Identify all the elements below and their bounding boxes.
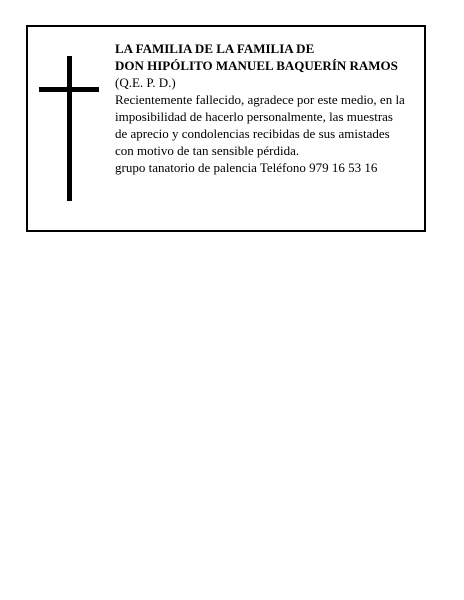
cross-horizontal-bar [39,87,99,92]
notice-text [115,40,425,176]
body-line-1: Recientemente fallecido, agradece por este medio, en la [115,92,405,107]
obituary-notice [26,25,426,232]
qepd-line: (Q.E. P. D.) [115,75,176,90]
latin-cross-icon [39,56,99,201]
body-line-2: imposibilidad de hacerlo personalmente, las muestras [115,109,393,124]
cross-vertical-bar [67,56,72,201]
deceased-name: DON HIPÓLITO MANUEL BAQUERÍN RAMOS [115,58,398,73]
body-line-4: con motivo de tan sensible pérdida. [115,143,300,158]
funeral-home-contact: grupo tanatorio de palencia Teléfono 979 16 53 16 [115,160,378,175]
body-line-3: de aprecio y condolencias recibidas de sus amistades [115,126,390,141]
heading-line-1: LA FAMILIA DE LA FAMILIA DE [115,41,315,56]
